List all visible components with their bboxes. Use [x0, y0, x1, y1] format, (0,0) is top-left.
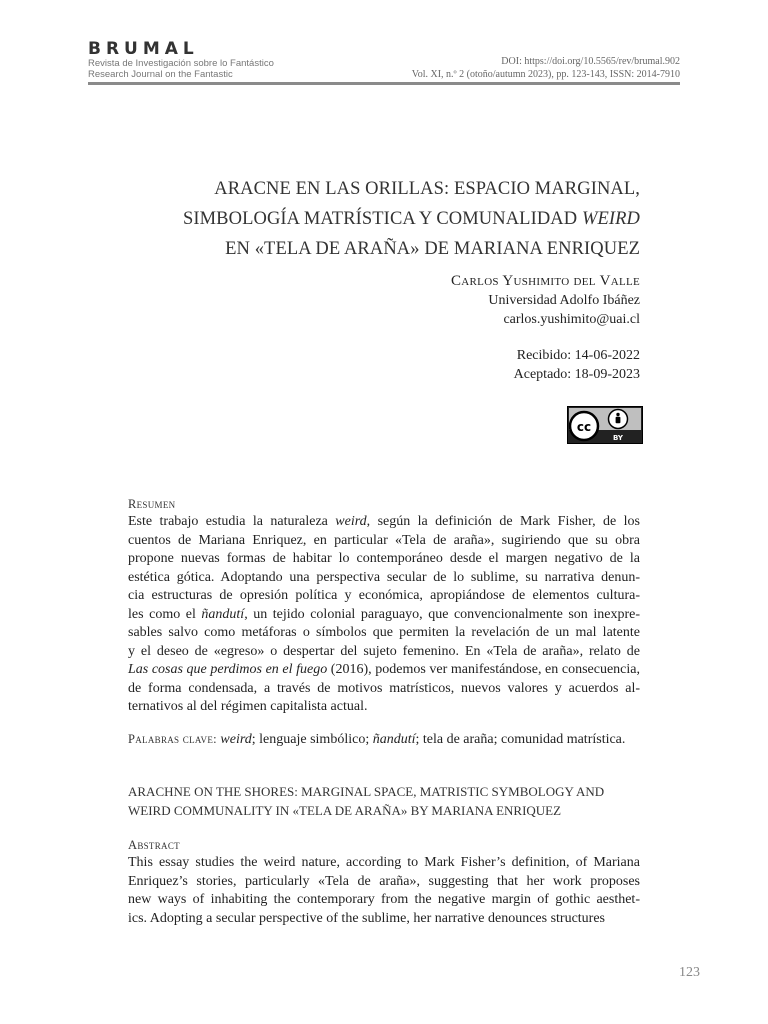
abstract-line [128, 910, 640, 929]
journal-logo: BRUMAL [88, 39, 199, 59]
abstract-line [128, 891, 640, 910]
resumen-line [128, 550, 640, 569]
resumen-text: Este trabajo estudia la naturaleza [128, 514, 336, 529]
abstract-text: This essay studies the weird nature, according to Mark Fisher’s definition, of Mariana [128, 855, 640, 870]
doi-link[interactable]: DOI: https://doi.org/10.5565/rev/brumal.902 [501, 56, 680, 67]
article-title [128, 174, 640, 264]
abstract-text [128, 854, 640, 928]
journal-subtitle-en: Research Journal on the Fantastic [88, 69, 233, 80]
resumen-text: estética gótica. Adoptando una perspectiva secular de lo sublime, su narrativa denun- [128, 569, 640, 585]
journal-subtitle [88, 58, 274, 80]
title-line-1: ARACNE EN LAS ORILLAS: ESPACIO MARGINAL, [214, 179, 640, 199]
citation-info [412, 55, 680, 81]
english-title-line-1: ARACHNE ON THE SHORES: MARGINAL SPACE, MATRISTIC SYMBOLOGY AND [128, 784, 605, 799]
resumen-text: , según la definición de Mark Fisher, de los [366, 514, 640, 529]
resumen-text: de forma condensada, a través de motivos matrísticos, nuevos valores y acuerdos al- [128, 680, 640, 696]
resumen-line [128, 606, 640, 625]
english-title-line-2: WEIRD COMMUNALITY IN «TELA DE ARAÑA» BY MARIANA ENRIQUEZ [128, 802, 562, 818]
resumen-line [128, 698, 640, 717]
accepted-date: Aceptado: 18-09-2023 [513, 367, 640, 382]
cc-by-graphic [568, 407, 642, 443]
author-block [451, 272, 640, 329]
resumen-text: , un tejido colonial paraguayo, que convencionalmente son inexpre- [244, 606, 640, 622]
resumen-italic-term: ñandutí [201, 606, 245, 622]
abstract-text: ics. Adopting a secular perspective of the sublime, her narrative denounces structures [128, 910, 606, 926]
abstract-line [128, 873, 640, 892]
abstract-label: Abstract [128, 838, 180, 852]
author-email[interactable]: carlos.yushimito@uai.cl [503, 312, 640, 327]
volume-info: Vol. XI, n.º 2 (otoño/autumn 2023), pp. 123-143, ISSN: 2014-7910 [411, 69, 680, 80]
resumen-line [128, 513, 640, 532]
cc-by-icon[interactable] [567, 406, 643, 444]
page-number: 123 [679, 965, 700, 980]
resumen-text [128, 513, 640, 717]
resumen-line [128, 624, 640, 643]
keywords-label: Palabras clave: [128, 732, 217, 746]
resumen-text: les como el [128, 606, 202, 622]
resumen-italic-term: weird [335, 514, 367, 529]
license-label: BY [612, 434, 624, 442]
resumen-line [128, 569, 640, 588]
resumen-line [128, 587, 640, 606]
resumen-line [128, 532, 640, 551]
title-line-3: EN «TELA DE ARAÑA» DE MARIANA ENRIQUEZ [225, 239, 640, 259]
article-dates [514, 346, 640, 384]
keyword-sep-2: ; tela de araña; comunidad matrística. [415, 732, 626, 747]
resumen-text: cuentos de Mariana Enriquez, en particular «Tela de araña», sugiriendo que su obra [128, 532, 640, 548]
resumen-text: (2016), podemos ver manifestándose, en consecuencia, [327, 662, 640, 677]
author-affiliation: Universidad Adolfo Ibáñez [488, 293, 640, 308]
english-title [128, 783, 648, 820]
resumen-text: y el deseo de «egreso» o despertar del sujeto femenino. En «Tela de araña», relato de [128, 643, 640, 659]
author-name: Carlos Yushimito del Valle [450, 273, 640, 289]
svg-text:cc: cc [576, 420, 592, 434]
resumen-italic-term: Las cosas que perdimos en el fuego [128, 662, 328, 677]
resumen-line [128, 643, 640, 662]
keyword-nanduti: ñandutí [372, 732, 416, 747]
journal-subtitle-es: Revista de Investigación sobre lo Fantástico [88, 58, 274, 69]
abstract-text: Enriquez’s stories, particularly «Tela de araña», suggesting that her work proposes [128, 873, 640, 889]
resumen-text: ternativos al del régimen capitalista actual. [128, 699, 368, 714]
keyword-weird: weird [220, 732, 252, 747]
keywords [128, 732, 640, 748]
resumen-line [128, 661, 640, 680]
title-line-2-text: SIMBOLOGÍA MATRÍSTICA Y COMUNALIDAD [182, 209, 582, 229]
title-line-2-italic: WEIRD [581, 209, 640, 229]
resumen-text: propone nuevas formas de habitar lo contemporáneo desde el margen negativo de la [128, 551, 640, 566]
resumen-text: sables salvo como metáforas o símbolos que permiten la revelación de un mal latente [128, 625, 640, 640]
resumen-line [128, 680, 640, 699]
received-date: Recibido: 14-06-2022 [516, 348, 640, 363]
title-line-2 [128, 204, 640, 234]
resumen-label: Resumen [128, 497, 176, 511]
abstract-text: new ways of inhabiting the contemporary from the negative margin of gothic aesthet- [128, 892, 640, 907]
header-divider [88, 82, 680, 85]
resumen-text: cia estructuras de opresión política y económica, apropiándose de elementos cultura- [128, 588, 640, 603]
keyword-sep-1: ; lenguaje simbólico; [251, 732, 373, 747]
abstract-line [128, 854, 640, 873]
